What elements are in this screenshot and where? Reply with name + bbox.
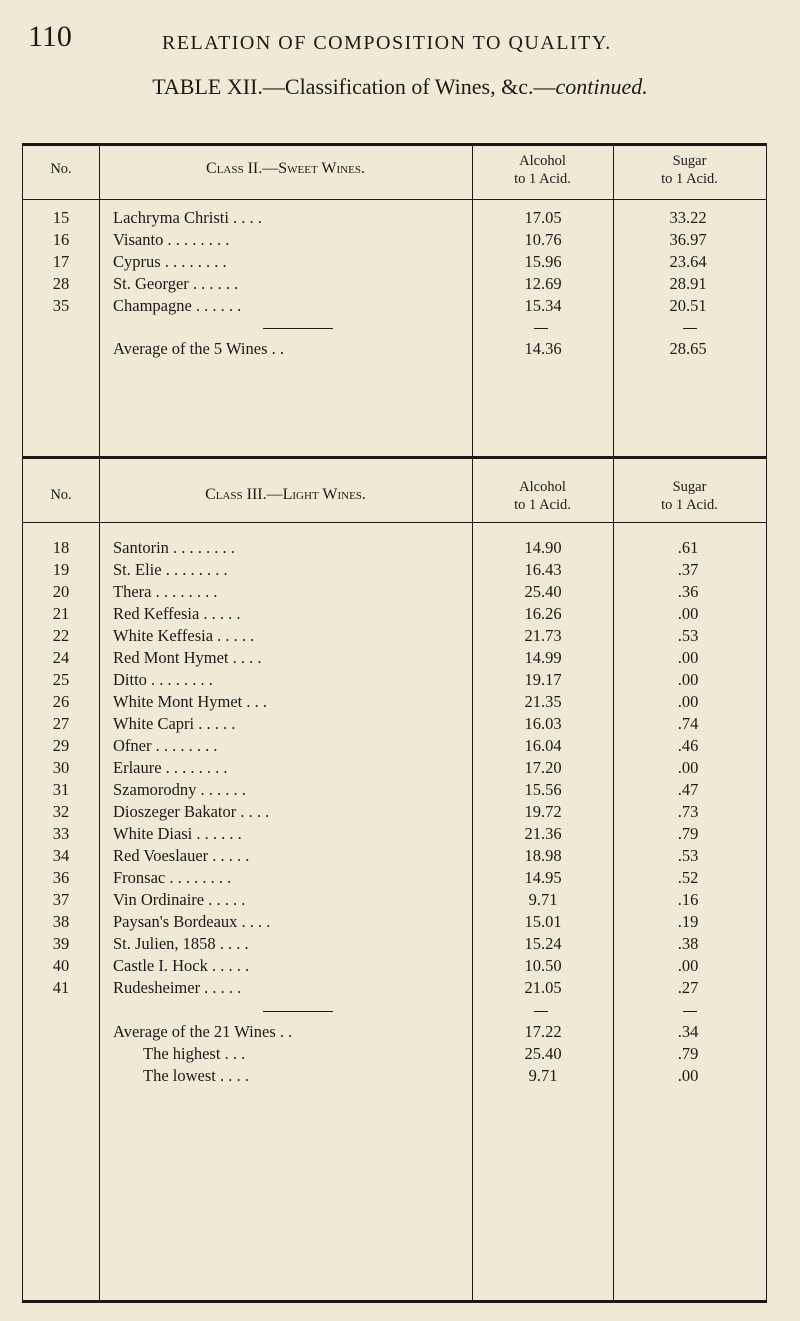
- header-alcohol: [472, 478, 613, 514]
- wine-no: 31: [52, 780, 70, 799]
- table-row: [23, 560, 768, 582]
- sugar-value: .73: [677, 802, 699, 821]
- wine-no: 37: [52, 890, 70, 909]
- alcohol-value: 17.20: [524, 758, 562, 777]
- sugar-value: .61: [677, 538, 699, 557]
- alcohol-value: 16.04: [524, 736, 562, 755]
- sugar-highest: .79: [677, 1044, 699, 1063]
- table-row: [23, 274, 768, 296]
- table-row: [23, 890, 768, 912]
- wine-name: Lachryma Christi . . . .: [113, 208, 262, 227]
- sugar-value: .53: [677, 626, 699, 645]
- sugar-value: .36: [677, 582, 699, 601]
- header-sugar-line2: to 1 Acid.: [661, 497, 718, 513]
- wine-no: 17: [52, 252, 70, 271]
- wine-name: Ditto . . . . . . . .: [113, 670, 213, 689]
- header-rule: [23, 522, 766, 523]
- alcohol-value: 14.95: [524, 868, 562, 887]
- sugar-value: .74: [677, 714, 699, 733]
- sum-dash: [534, 328, 548, 329]
- lowest-row: [23, 1066, 768, 1088]
- alcohol-value: 16.26: [524, 604, 562, 623]
- average-row: [23, 339, 768, 361]
- sum-rule: [263, 328, 333, 329]
- sugar-value: .79: [677, 824, 699, 843]
- wine-table: [22, 143, 767, 1303]
- average-label: Average of the 21 Wines . .: [113, 1022, 293, 1041]
- wine-name: Szamorodny . . . . . .: [113, 780, 246, 799]
- table-title-continued: continued.: [555, 74, 648, 99]
- wine-no: 21: [52, 604, 70, 623]
- table-row: [23, 670, 768, 692]
- wine-no: 19: [52, 560, 70, 579]
- wine-name: Red Mont Hymet . . . .: [113, 648, 262, 667]
- wine-no: 24: [52, 648, 70, 667]
- alcohol-value: 16.03: [524, 714, 562, 733]
- wine-no: 25: [52, 670, 70, 689]
- wine-no: 38: [52, 912, 70, 931]
- table-row: [23, 604, 768, 626]
- alcohol-value: 10.50: [524, 956, 562, 975]
- sum-dash: [683, 1011, 697, 1012]
- average-row: [23, 1022, 768, 1044]
- wine-name: White Keffesia . . . . .: [113, 626, 255, 645]
- sugar-value: .00: [677, 692, 699, 711]
- wine-name: Vin Ordinaire . . . . .: [113, 890, 246, 909]
- sugar-value: 23.64: [669, 252, 707, 271]
- highest-label: The highest . . .: [143, 1044, 246, 1063]
- alcohol-value: 21.73: [524, 626, 562, 645]
- header-sugar: [613, 478, 766, 514]
- sum-rule: [263, 1011, 333, 1012]
- wine-name: Red Keffesia . . . . .: [113, 604, 241, 623]
- sugar-value: .52: [677, 868, 699, 887]
- wine-no: 40: [52, 956, 70, 975]
- table-row: [23, 626, 768, 648]
- table-row: [23, 978, 768, 1000]
- sugar-value: .37: [677, 560, 699, 579]
- section-rule: [23, 456, 766, 459]
- sugar-value: .19: [677, 912, 699, 931]
- page-number: 110: [28, 20, 72, 53]
- wine-no: 32: [52, 802, 70, 821]
- alcohol-value: 15.56: [524, 780, 562, 799]
- wine-name: Santorin . . . . . . . .: [113, 538, 235, 557]
- table-row: [23, 692, 768, 714]
- alcohol-highest: 25.40: [524, 1044, 562, 1063]
- table-row: [23, 582, 768, 604]
- wine-no: 18: [52, 538, 70, 557]
- alcohol-value: 18.98: [524, 846, 562, 865]
- table-row: [23, 912, 768, 934]
- wine-name: Erlaure . . . . . . . .: [113, 758, 228, 777]
- table-row: [23, 208, 768, 230]
- wine-no: 34: [52, 846, 70, 865]
- header-alcohol: [472, 152, 613, 188]
- table-row: [23, 230, 768, 252]
- wine-no: 16: [52, 230, 70, 249]
- table-row: [23, 846, 768, 868]
- sugar-value: .53: [677, 846, 699, 865]
- sugar-value: .00: [677, 648, 699, 667]
- wine-name: White Mont Hymet . . .: [113, 692, 267, 711]
- header-no: No.: [50, 161, 72, 177]
- table-row: [23, 824, 768, 846]
- header-no: No.: [50, 487, 72, 503]
- wine-no: 22: [52, 626, 70, 645]
- table-title-main: TABLE XII.—Classification of Wines, &c.—: [152, 74, 556, 99]
- header-rule: [23, 199, 766, 200]
- wine-name: Dioszeger Bakator . . . .: [113, 802, 270, 821]
- table-row: [23, 648, 768, 670]
- alcohol-value: 19.72: [524, 802, 562, 821]
- wine-name: Castle I. Hock . . . . .: [113, 956, 250, 975]
- alcohol-value: 14.99: [524, 648, 562, 667]
- alcohol-average: 14.36: [524, 339, 562, 358]
- table-row: [23, 934, 768, 956]
- sugar-value: 36.97: [669, 230, 707, 249]
- wine-name: White Capri . . . . .: [113, 714, 236, 733]
- sugar-value: .38: [677, 934, 699, 953]
- wine-name: Paysan's Bordeaux . . . .: [113, 912, 271, 931]
- wine-name: Ofner . . . . . . . .: [113, 736, 218, 755]
- wine-name: Rudesheimer . . . . .: [113, 978, 242, 997]
- wine-no: 20: [52, 582, 70, 601]
- running-head-title: RELATION OF COMPOSITION TO QUALITY.: [162, 32, 612, 54]
- alcohol-value: 21.35: [524, 692, 562, 711]
- wine-name: St. Julien, 1858 . . . .: [113, 934, 249, 953]
- sugar-value: .00: [677, 956, 699, 975]
- wine-name: Champagne . . . . . .: [113, 296, 242, 315]
- table-row: [23, 736, 768, 758]
- alcohol-lowest: 9.71: [528, 1066, 558, 1085]
- alcohol-value: 19.17: [524, 670, 562, 689]
- sugar-lowest: .00: [677, 1066, 699, 1085]
- table-row: [23, 780, 768, 802]
- alcohol-value: 15.24: [524, 934, 562, 953]
- alcohol-value: 14.90: [524, 538, 562, 557]
- header-alcohol-line1: Alcohol: [519, 479, 566, 495]
- wine-no: 36: [52, 868, 70, 887]
- lowest-label: The lowest . . . .: [143, 1066, 249, 1085]
- wine-no: 26: [52, 692, 70, 711]
- sugar-value: 33.22: [669, 208, 707, 227]
- header-sugar-line1: Sugar: [672, 479, 707, 495]
- alcohol-value: 10.76: [524, 230, 562, 249]
- sugar-value: 20.51: [669, 296, 707, 315]
- table-row: [23, 868, 768, 890]
- wine-no: 27: [52, 714, 70, 733]
- alcohol-value: 21.36: [524, 824, 562, 843]
- wine-name: Thera . . . . . . . .: [113, 582, 218, 601]
- wine-no: 35: [52, 296, 70, 315]
- sugar-value: .47: [677, 780, 699, 799]
- sugar-average: 28.65: [669, 339, 707, 358]
- alcohol-value: 17.05: [524, 208, 562, 227]
- sugar-value: .00: [677, 758, 699, 777]
- header-sugar-line2: to 1 Acid.: [661, 171, 718, 187]
- table-row: [23, 758, 768, 780]
- alcohol-value: 25.40: [524, 582, 562, 601]
- table-row: [23, 252, 768, 274]
- alcohol-value: 16.43: [524, 560, 562, 579]
- sum-dash: [534, 1011, 548, 1012]
- sugar-value: .27: [677, 978, 699, 997]
- header-sugar: [613, 152, 766, 188]
- sugar-value: .00: [677, 670, 699, 689]
- table-title: [0, 74, 800, 100]
- header-class-ii: Class II.—Sweet Wines.: [206, 160, 365, 177]
- sugar-value: .00: [677, 604, 699, 623]
- wine-name: Visanto . . . . . . . .: [113, 230, 230, 249]
- table-row: [23, 802, 768, 824]
- wine-no: 29: [52, 736, 70, 755]
- sugar-value: 28.91: [669, 274, 707, 293]
- wine-name: Fronsac . . . . . . . .: [113, 868, 232, 887]
- wine-name: White Diasi . . . . . .: [113, 824, 242, 843]
- running-head: [0, 20, 800, 60]
- header-class-iii: Class III.—Light Wines.: [205, 486, 366, 503]
- header-sugar-line1: Sugar: [672, 153, 707, 169]
- alcohol-value: 15.01: [524, 912, 562, 931]
- header-alcohol-line2: to 1 Acid.: [514, 497, 571, 513]
- sugar-value: .46: [677, 736, 699, 755]
- alcohol-value: 12.69: [524, 274, 562, 293]
- alcohol-value: 15.96: [524, 252, 562, 271]
- table-row: [23, 296, 768, 318]
- alcohol-value: 21.05: [524, 978, 562, 997]
- wine-name: St. Georger . . . . . .: [113, 274, 239, 293]
- sugar-value: .16: [677, 890, 699, 909]
- average-label: Average of the 5 Wines . .: [113, 339, 285, 358]
- table-row: [23, 714, 768, 736]
- header-alcohol-line1: Alcohol: [519, 153, 566, 169]
- wine-name: Red Voeslauer . . . . .: [113, 846, 250, 865]
- sugar-average: .34: [677, 1022, 699, 1041]
- alcohol-average: 17.22: [524, 1022, 562, 1041]
- alcohol-value: 15.34: [524, 296, 562, 315]
- highest-row: [23, 1044, 768, 1066]
- table-row: [23, 538, 768, 560]
- wine-name: Cyprus . . . . . . . .: [113, 252, 227, 271]
- sum-dash: [683, 328, 697, 329]
- header-alcohol-line2: to 1 Acid.: [514, 171, 571, 187]
- wine-no: 30: [52, 758, 70, 777]
- wine-no: 28: [52, 274, 70, 293]
- wine-no: 41: [52, 978, 70, 997]
- wine-no: 15: [52, 208, 70, 227]
- table-row: [23, 956, 768, 978]
- wine-name: St. Elie . . . . . . . .: [113, 560, 228, 579]
- wine-no: 33: [52, 824, 70, 843]
- wine-no: 39: [52, 934, 70, 953]
- alcohol-value: 9.71: [528, 890, 558, 909]
